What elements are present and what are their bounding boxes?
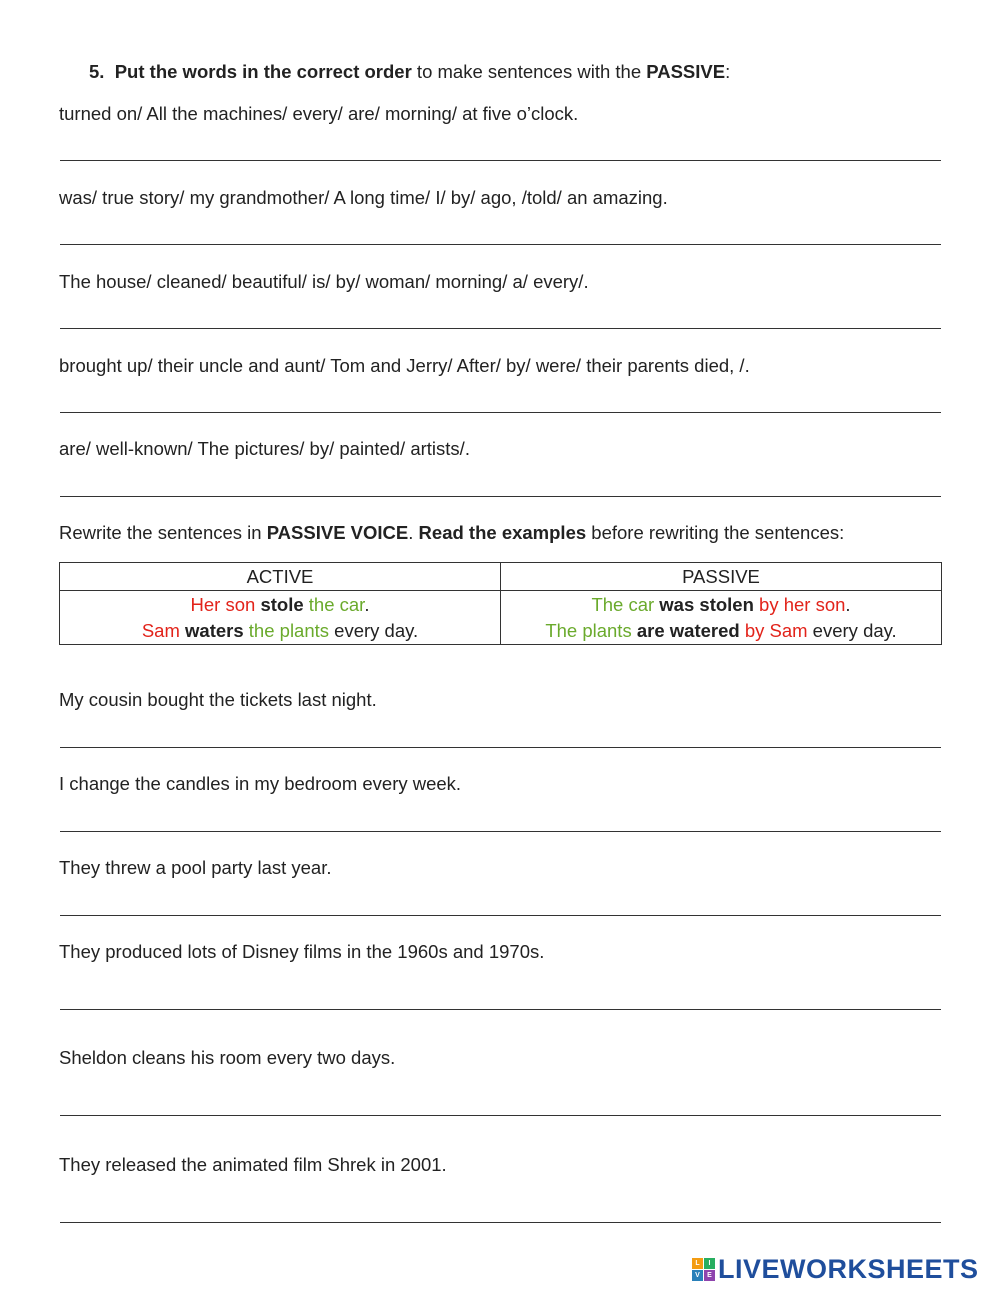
passive-examples xyxy=(501,591,942,645)
active-verb: stole xyxy=(260,593,304,615)
ex6-item-4: They produced lots of Disney films in the 1960s and 1970s. xyxy=(59,941,545,962)
intro-dot: . xyxy=(408,522,419,543)
heading-bold: Put the words in the correct order xyxy=(114,61,412,82)
active-subject: Her son xyxy=(190,593,256,615)
intro-passive-voice: PASSIVE VOICE xyxy=(266,522,409,543)
active-object: the car xyxy=(308,593,365,615)
passive-subject: The car xyxy=(591,593,655,615)
header-active: ACTIVE xyxy=(60,563,501,591)
logo-block: I xyxy=(704,1258,715,1269)
answer-line-ex6-3[interactable] xyxy=(60,915,941,916)
passive-agent: by her son xyxy=(759,593,846,615)
answer-line-ex5-3[interactable] xyxy=(60,328,941,329)
answer-line-ex6-6[interactable] xyxy=(60,1222,941,1223)
ex5-item-5: are/ well-known/ The pictures/ by/ painted/ artists/. xyxy=(59,438,470,459)
answer-line-ex5-4[interactable] xyxy=(60,412,941,413)
ex6-item-6: They released the animated film Shrek in 2001. xyxy=(59,1154,447,1175)
ex6-item-3: They threw a pool party last year. xyxy=(59,857,332,878)
answer-line-ex5-2[interactable] xyxy=(60,244,941,245)
examples-table xyxy=(59,562,942,645)
ex5-item-1: turned on/ All the machines/ every/ are/ morning/ at five o’clock. xyxy=(59,103,579,124)
ex6-item-2: I change the candles in my bedroom every week. xyxy=(59,773,462,794)
header-passive: PASSIVE xyxy=(501,563,942,591)
intro-start: Rewrite the sentences in xyxy=(59,522,267,543)
exercise-number: 5. xyxy=(89,61,105,82)
logo-blocks-icon xyxy=(692,1258,715,1281)
passive-end: every day. xyxy=(807,619,897,641)
logo-block: L xyxy=(692,1258,703,1269)
ex5-item-4: brought up/ their uncle and aunt/ Tom and Jerry/ After/ by/ were/ their parents died, /. xyxy=(59,355,750,376)
heading-mid: to make sentences with the xyxy=(411,61,647,82)
active-example-2 xyxy=(60,618,500,644)
passive-end: . xyxy=(845,593,851,615)
intro-end: before rewriting the sentences: xyxy=(586,522,845,543)
passive-agent: by Sam xyxy=(744,619,808,641)
logo-block: V xyxy=(692,1270,703,1281)
heading-end: : xyxy=(725,61,731,82)
passive-verb: was stolen xyxy=(659,593,754,615)
active-subject: Sam xyxy=(141,619,180,641)
exercise-5-heading xyxy=(89,61,730,83)
ex6-item-5: Sheldon cleans his room every two days. xyxy=(59,1047,396,1068)
active-examples xyxy=(60,591,501,645)
answer-line-ex5-1[interactable] xyxy=(60,160,941,161)
logo-text: LIVEWORKSHEETS xyxy=(718,1253,979,1284)
exercise-6-intro xyxy=(59,522,844,544)
passive-example-1 xyxy=(501,592,941,618)
active-example-1 xyxy=(60,592,500,618)
liveworksheets-logo xyxy=(692,1253,979,1285)
heading-passive: PASSIVE xyxy=(646,61,726,82)
answer-line-ex6-2[interactable] xyxy=(60,831,941,832)
answer-line-ex6-1[interactable] xyxy=(60,747,941,748)
active-object: the plants xyxy=(248,619,330,641)
ex5-item-3: The house/ cleaned/ beautiful/ is/ by/ woman/ morning/ a/ every/. xyxy=(59,271,589,292)
answer-line-ex6-5[interactable] xyxy=(60,1115,941,1116)
intro-read-examples: Read the examples xyxy=(418,522,587,543)
answer-line-ex6-4[interactable] xyxy=(60,1009,941,1010)
active-end: . xyxy=(364,593,370,615)
passive-verb: are watered xyxy=(636,619,740,641)
ex5-item-2: was/ true story/ my grandmother/ A long time/ I/ by/ ago, /told/ an amazing. xyxy=(59,187,668,208)
passive-subject: The plants xyxy=(545,619,632,641)
active-verb: waters xyxy=(185,619,244,641)
ex6-item-1: My cousin bought the tickets last night. xyxy=(59,689,377,710)
answer-line-ex5-5[interactable] xyxy=(60,496,941,497)
active-end: every day. xyxy=(329,619,419,641)
logo-block: E xyxy=(704,1270,715,1281)
passive-example-2 xyxy=(501,618,941,644)
